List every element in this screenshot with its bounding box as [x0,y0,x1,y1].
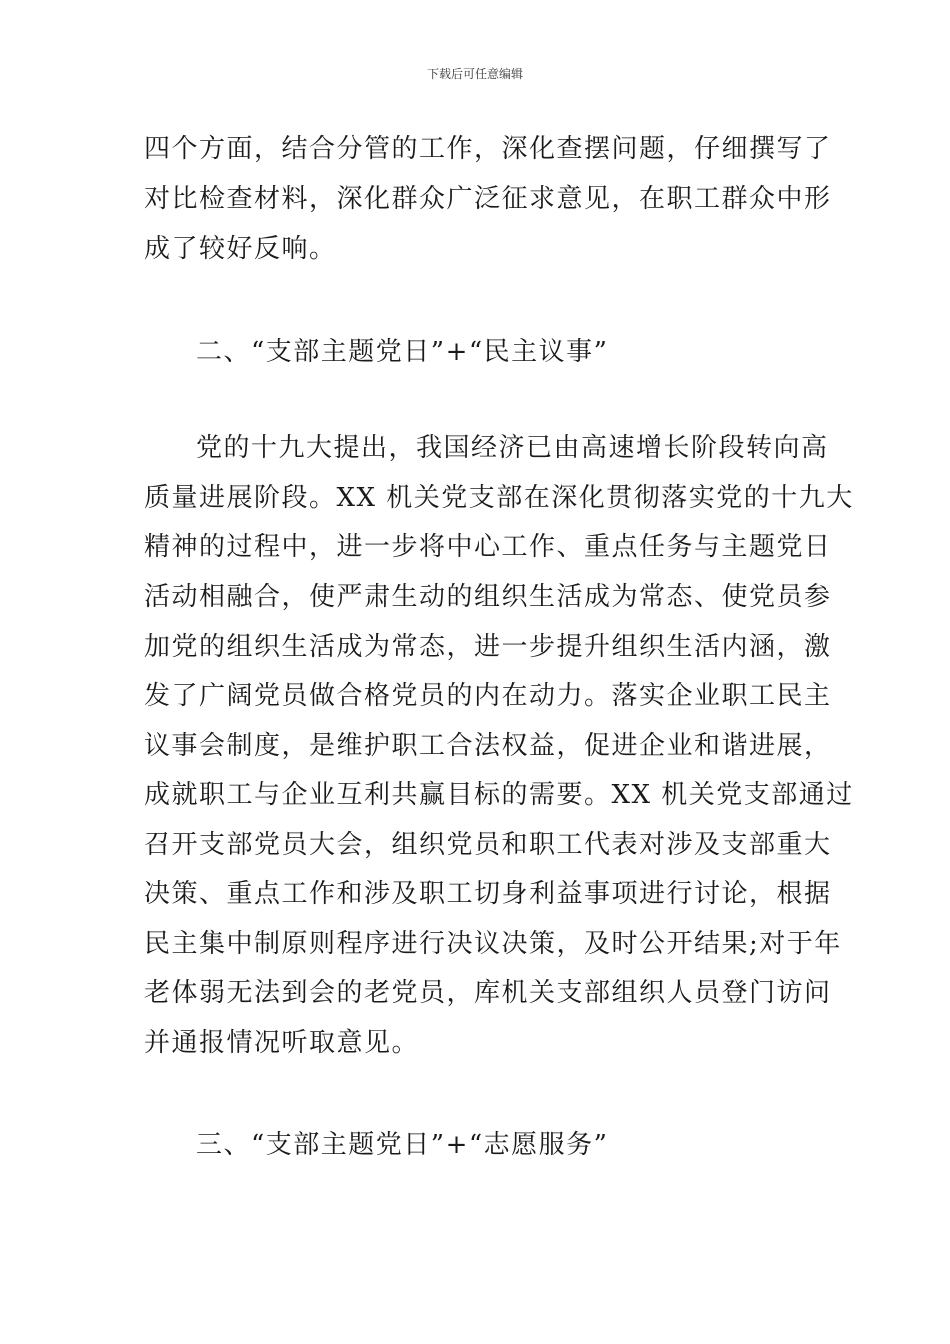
paragraph-2-line-3: 精神的过程中，进一步将中心工作、重点任务与主题党日 [144,532,832,562]
paragraph-2-line-13: 并通报情况听取意见。 [144,1028,420,1058]
paragraph-1-line-1: 四个方面，结合分管的工作，深化查摆问题，仔细撰写了 [144,134,832,164]
section-heading-3: 三、“支部主题党日”+“志愿服务” [196,1130,609,1160]
section-heading-2: 二、“支部主题党日”+“民主议事” [196,337,609,367]
paragraph-2-line-8: 成就职工与企业互利共赢目标的需要。XX 机关党支部通过 [144,780,854,810]
paragraph-2-line-7: 议事会制度，是维护职工合法权益，促进企业和谐进展， [144,731,832,761]
paragraph-2-line-1: 党的十九大提出，我国经济已由高速增长阶段转向高 [196,433,829,463]
paragraph-2-line-9: 召开支部党员大会，组织党员和职工代表对涉及支部重大 [144,830,832,860]
paragraph-2-line-4: 活动相融合，使严肃生动的组织生活成为常态、使党员参 [144,582,832,612]
paragraph-2-line-12: 老体弱无法到会的老党员，库机关支部组织人员登门访问 [144,978,832,1008]
paragraph-2-line-11: 民主集中制原则程序进行决议决策，及时公开结果;对于年 [144,929,842,959]
paragraph-1-line-3: 成了较好反响。 [144,234,337,264]
paragraph-2-line-5: 加党的组织生活成为常态，进一步提升组织生活内涵，激 [144,632,832,662]
paragraph-1-line-2: 对比检查材料，深化群众广泛征求意见，在职工群众中形 [144,184,832,214]
page-header: 下载后可任意编辑 [426,67,523,81]
paragraph-2-line-2: 质量进展阶段。XX 机关党支部在深化贯彻落实党的十九大 [144,483,854,513]
paragraph-2-line-6: 发了广阔党员做合格党员的内在动力。落实企业职工民主 [144,681,832,711]
paragraph-2-line-10: 决策、重点工作和涉及职工切身利益事项进行讨论，根据 [144,879,832,909]
